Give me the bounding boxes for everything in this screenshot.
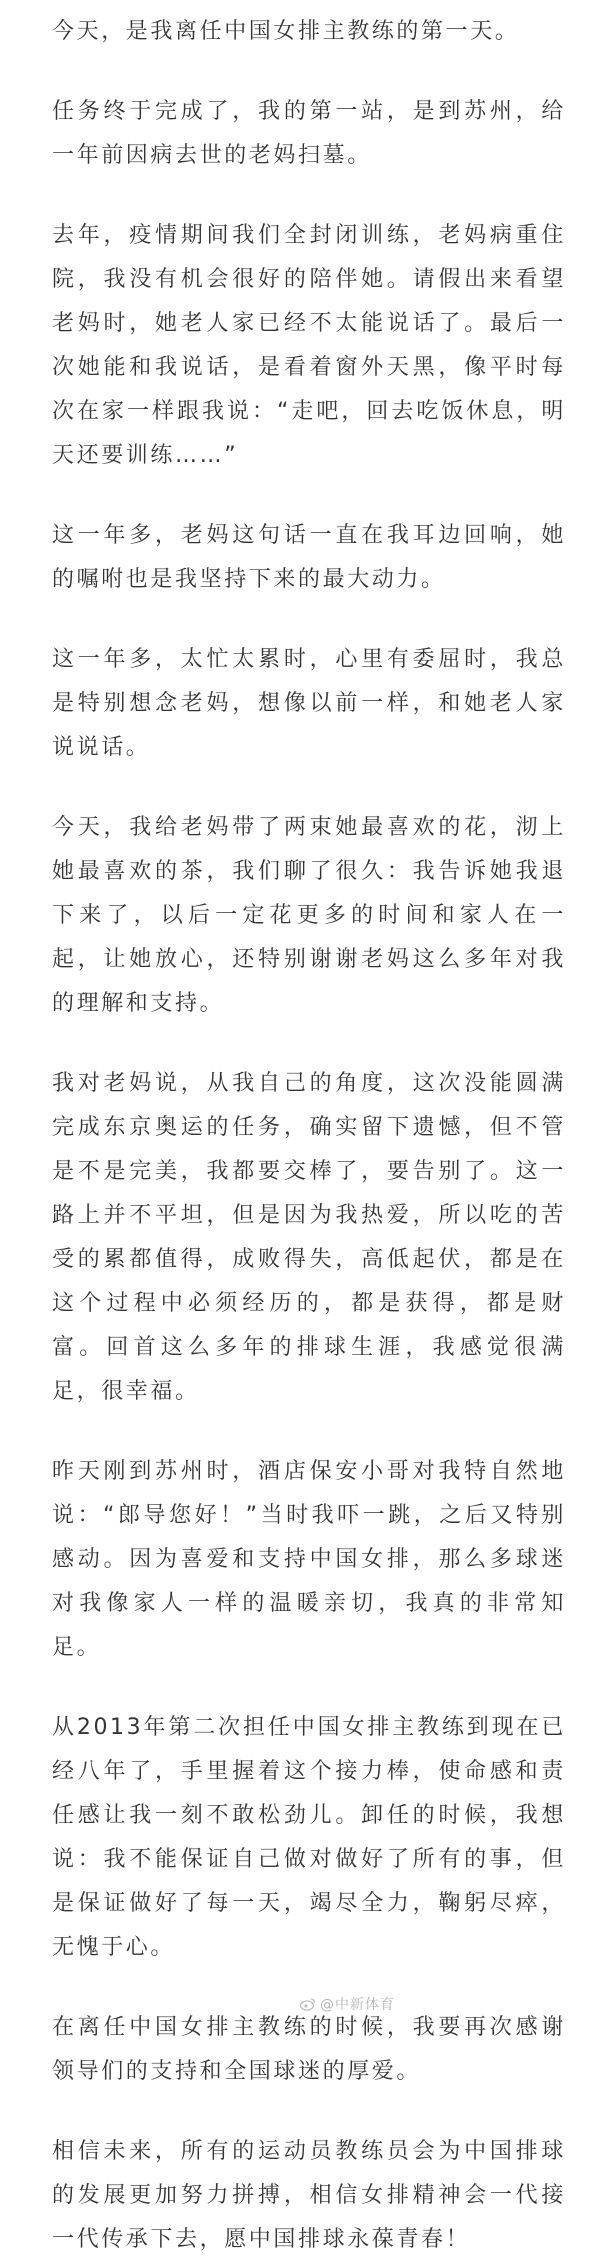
- source-watermark: [300, 1994, 395, 2014]
- paragraph-10: 在离任中国女排主教练的时候，我要再次感谢领导们的支持和全国球迷的厚爱。: [52, 2015, 566, 2084]
- paragraph-8: 昨天刚到苏州时，酒店保安小哥对我特自然地说：“郎导您好！”当时我吓一跳，之后又特别感动。因为喜爱和支持中国女排，那么多球迷对我像家人一样的温暖亲切，我真的非常知足。: [52, 1459, 566, 1660]
- paragraph-1: 今天，是我离任中国女排主教练的第一天。: [52, 19, 520, 44]
- paragraph-7: 我对老妈说，从我自己的角度，这次没能圆满完成东京奥运的任务，确实留下遗憾，但不管是不是完美，我都要交棒了，要告别了。这一路上并不平坦，但是因为我热爱，所以吃的苦受的累都值得，成败得失，高低起伏，都是在这个过程中必须经历的，都是获得，都是财富。回首这么多年的排球生涯，我感觉很满足，很幸福。: [52, 1071, 566, 1404]
- paragraph-4: 这一年多，老妈这句话一直在我耳边回响，她的嘱咐也是我坚持下来的最大动力。: [52, 523, 566, 592]
- paragraph-11: 相信未来，所有的运动员教练员会为中国排球的发展更加努力拼搏，相信女排精神会一代接一代传承下去，愿中国排球永葆青春！: [52, 2139, 566, 2252]
- paragraph-6: 今天，我给老妈带了两束她最喜欢的花，沏上她最喜欢的茶，我们聊了很久：我告诉她我退下来了，以后一定花更多的时间和家人在一起，让她放心，还特别谢谢老妈这么多年对我的理解和支持。: [52, 815, 566, 1016]
- weibo-icon: [300, 1997, 316, 2011]
- paragraph-3: 去年，疫情期间我们全封闭训练，老妈病重住院，我没有机会很好的陪伴她。请假出来看望老妈时，她老人家已经不太能说话了。最后一次她能和我说话，是看着窗外天黑，像平时每次在家一样跟我说：“走吧，回去吃饭休息，明天还要训练……”: [52, 223, 566, 468]
- paragraph-9: 从2013年第二次担任中国女排主教练到现在已经八年了，手里握着这个接力棒，使命感和责任感让我一刻不敢松劲儿。卸任的时候，我想说：我不能保证自己做对做好了所有的事，但是保证做好了每一天，竭尽全力，鞠躬尽瘁，无愧于心。: [52, 1715, 566, 1960]
- paragraph-2: 任务终于完成了，我的第一站，是到苏州，给一年前因病去世的老妈扫墓。: [52, 99, 566, 168]
- watermark-text: @中新体育: [320, 1997, 395, 2013]
- paragraph-5: 这一年多，太忙太累时，心里有委屈时，我总是特别想念老妈，想像以前一样，和她老人家说说话。: [52, 647, 566, 760]
